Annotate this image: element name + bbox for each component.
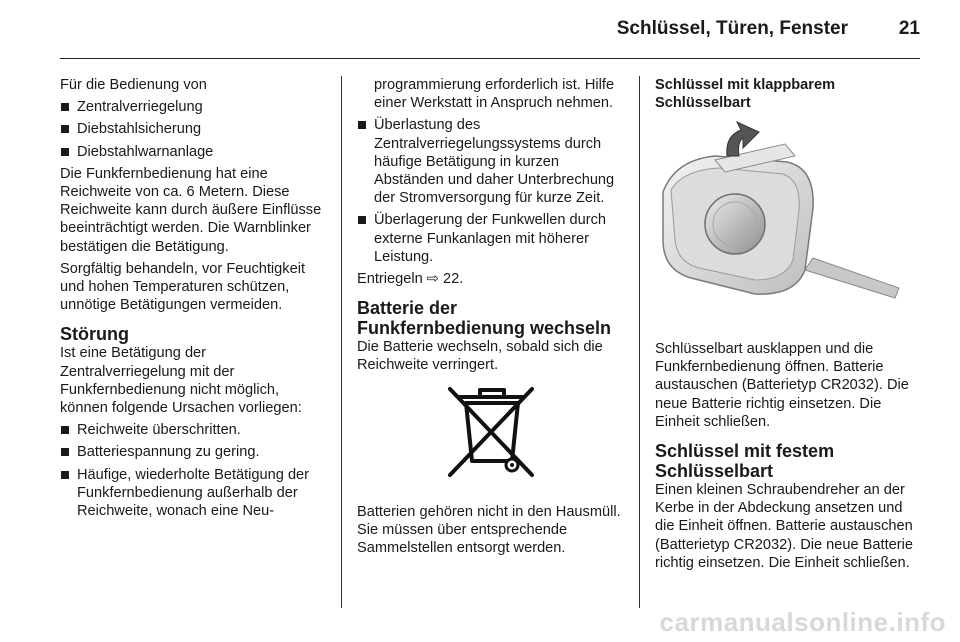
- disposal-paragraph: Batterien gehören nicht in den Hausmüll. Sie müssen über entsprechende Sammelstellen entsorgt werden.: [357, 503, 621, 557]
- fold-key-paragraph: Schlüsselbart ausklappen und die Funkfernbedienung öffnen. Batterie austauschen (Batterietyp CR2032). Die neue Batterie richtig einsetzen. Die Einheit schließen.: [655, 341, 909, 430]
- fault-heading: Störung: [60, 324, 129, 345]
- column-divider: [341, 76, 342, 608]
- cause-continuation: programmierung erforderlich ist. Hilfe einer Werkstatt in Anspruch nehmen.: [374, 77, 615, 112]
- page-title: Schlüssel, Türen, Fenster: [616, 18, 848, 39]
- column-middle: [357, 76, 625, 561]
- cause-item: Häufige, wiederholte Betätigung der Funkfernbedienung außerhalb der Reichweite, wonach eine Neu-: [60, 466, 325, 521]
- cause-item: Reichweite überschritten.: [60, 421, 325, 439]
- crossed-out-wheelie-bin-icon: [357, 379, 625, 497]
- range-paragraph: Die Funkfernbedienung hat eine Reichweite von ca. 6 Metern. Diese Reichweite kann durch äußere Einflüsse beeinträchtigt werden. Die Warnblinker bestätigen die Betätigung.: [60, 165, 322, 255]
- fixed-key-heading: Schlüssel mit festem Schlüsselbart: [655, 441, 835, 482]
- cause-item: Batteriespannung zu gering.: [60, 443, 325, 461]
- unlock-reference: Entriegeln ⇨ 22.: [357, 271, 464, 288]
- header-rule: [60, 58, 920, 59]
- feature-item: Diebstahlwarnanlage: [60, 143, 325, 161]
- cause-item: Überlagerung der Funkwellen durch externe Funkanlagen mit höherer Leistung.: [357, 211, 625, 266]
- intro-text: Für die Bedienung von: [60, 77, 207, 93]
- battery-heading: Batterie der Funkfernbedienung wechseln: [357, 298, 612, 339]
- feature-item: Zentralverriegelung: [60, 98, 325, 116]
- key-battery-illustration: [655, 120, 923, 320]
- column-right: [655, 76, 923, 576]
- page-number: 21: [898, 18, 920, 39]
- page-header: [60, 14, 920, 56]
- fixed-key-paragraph: Einen kleinen Schraubendreher an der Kerbe in der Abdeckung ansetzen und die Einheit öffnen. Batterie austauschen (Batterietyp CR2032). Die neue Batterie richtig einsetzen. Die Einheit schließen.: [655, 482, 913, 571]
- cause-item: Überlastung des Zentralverriegelungssystems durch häufige Betätigung in kurzen Abständen und daher Unterbrechung der Stromversorgung für kurze Zeit.: [357, 116, 625, 207]
- column-divider: [639, 76, 640, 608]
- feature-item: Diebstahlsicherung: [60, 120, 325, 138]
- column-left: [60, 76, 325, 524]
- fault-paragraph: Ist eine Betätigung der Zentralverriegelung mit der Funkfernbedienung nicht möglich, können folgende Ursachen vorliegen:: [60, 345, 302, 417]
- watermark: carmanualsonline.info: [659, 607, 946, 637]
- care-paragraph: Sorgfältig behandeln, vor Feuchtigkeit und hohen Temperaturen schützen, unnötige Betätigungen vermeiden.: [60, 260, 306, 314]
- fold-key-heading: Schlüssel mit klappbarem Schlüsselbart: [655, 77, 836, 111]
- battery-paragraph: Die Batterie wechseln, sobald sich die Reichweite verringert.: [357, 339, 603, 374]
